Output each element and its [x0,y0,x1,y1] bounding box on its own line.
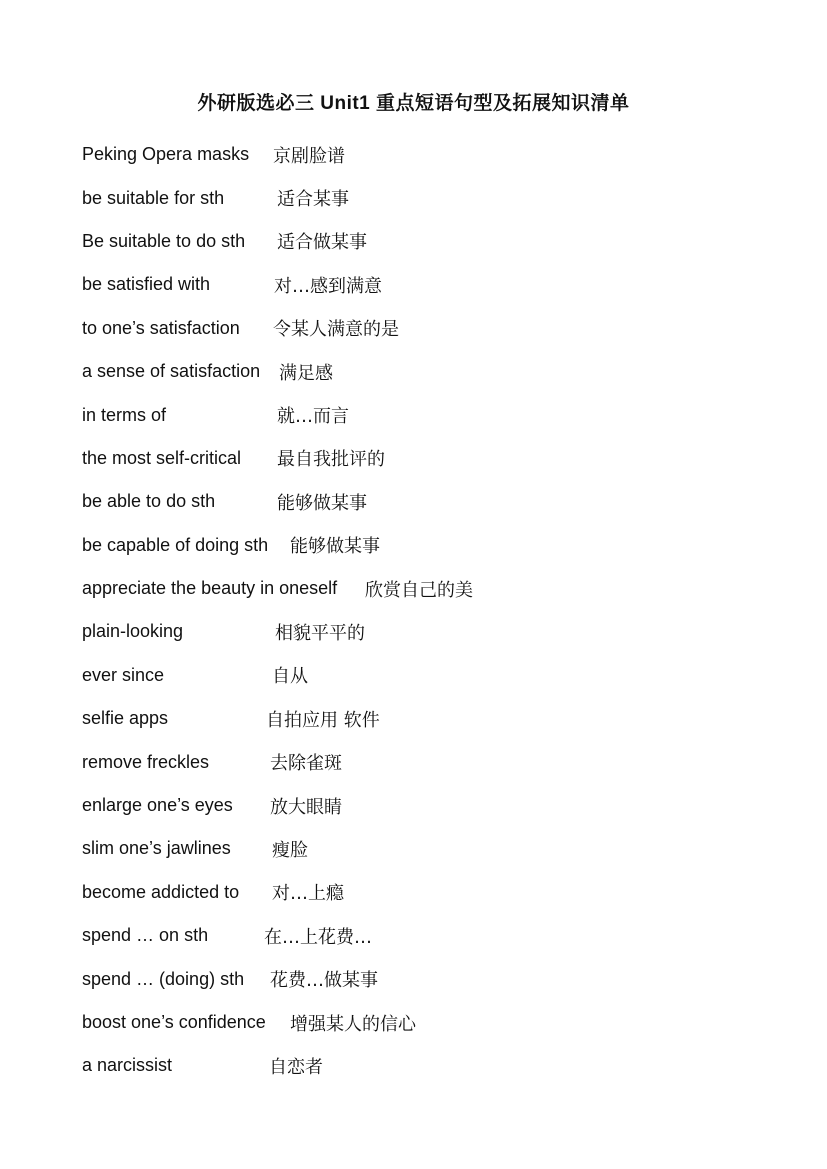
phrase-english: spend … on sth [82,925,209,946]
phrase-english: Peking Opera masks [82,144,250,165]
phrase-chinese: 瘦脸 [272,839,308,861]
phrase-english: be able to do sth [82,491,216,512]
phrase-english: in terms of [82,404,167,425]
phrase-chinese: 京剧脸谱 [273,145,345,167]
phrase-english: enlarge one’s eyes [82,795,233,816]
phrase-english: boost one’s confidence [82,1012,266,1032]
list-item [82,307,473,350]
document-title: 外研版选必三 Unit1 重点短语句型及拓展知识清单 [197,93,630,114]
phrase-list [82,133,473,1088]
phrase-chinese: 放大眼睛 [270,796,342,818]
phrase-english: Be suitable to do sth [82,230,246,251]
list-item [82,654,473,697]
phrase-chinese: 在…上花费… [264,926,372,948]
phrase-chinese: 花费…做某事 [270,970,378,992]
list-item [82,437,473,480]
phrase-chinese: 满足感 [279,362,333,384]
list-item [82,220,473,263]
phrase-english: become addicted to [82,881,240,902]
phrase-english: selfie apps [82,708,169,729]
phrase-english: appreciate the beauty in oneself [82,578,338,599]
phrase-chinese: 就…而言 [277,406,349,428]
list-item [82,610,473,653]
phrase-chinese: 增强某人的信心 [290,1013,416,1035]
phrase-chinese: 对…上瘾 [272,883,344,905]
phrase-chinese: 对…感到满意 [274,275,382,297]
list-item [82,827,473,870]
phrase-chinese: 自从 [272,666,308,688]
list-item [82,350,473,393]
list-item [82,176,473,219]
phrase-chinese: 适合某事 [277,189,349,211]
list-item [82,133,473,176]
phrase-chinese: 欣赏自己的美 [365,579,473,601]
phrase-chinese: 最自我批评的 [277,449,385,471]
phrase-english: be suitable for sth [82,187,225,208]
list-item [82,524,473,567]
list-item [82,1001,473,1044]
list-item [82,393,473,436]
list-item [82,567,473,610]
phrase-english: a narcissist [82,1055,173,1076]
phrase-english: be satisfied with [82,274,211,295]
list-item [82,263,473,306]
phrase-english: remove freckles [82,751,210,772]
phrase-chinese: 能够做某事 [277,492,367,514]
phrase-english: to one’s satisfaction [82,317,240,338]
phrase-english: spend … (doing) sth [82,968,245,989]
phrase-chinese: 令某人满意的是 [273,319,399,341]
phrase-english: be capable of doing sth [82,534,269,555]
list-item [82,1044,473,1087]
phrase-chinese: 适合做某事 [277,232,367,254]
list-item [82,871,473,914]
list-item [82,957,473,1000]
phrase-chinese: 去除雀斑 [270,753,342,775]
list-item [82,697,473,740]
phrase-chinese: 自恋者 [269,1056,323,1078]
phrase-chinese: 能够做某事 [290,536,380,558]
list-item [82,914,473,957]
list-item [82,784,473,827]
phrase-english: ever since [82,664,165,685]
phrase-english: plain-looking [82,621,184,642]
phrase-english: a sense of satisfaction [82,361,261,382]
phrase-english: the most self-critical [82,447,242,468]
list-item [82,740,473,783]
list-item [82,480,473,523]
phrase-chinese: 相貌平平的 [275,622,365,644]
phrase-english: slim one’s jawlines [82,838,231,859]
phrase-chinese: 自拍应用 软件 [266,709,380,731]
